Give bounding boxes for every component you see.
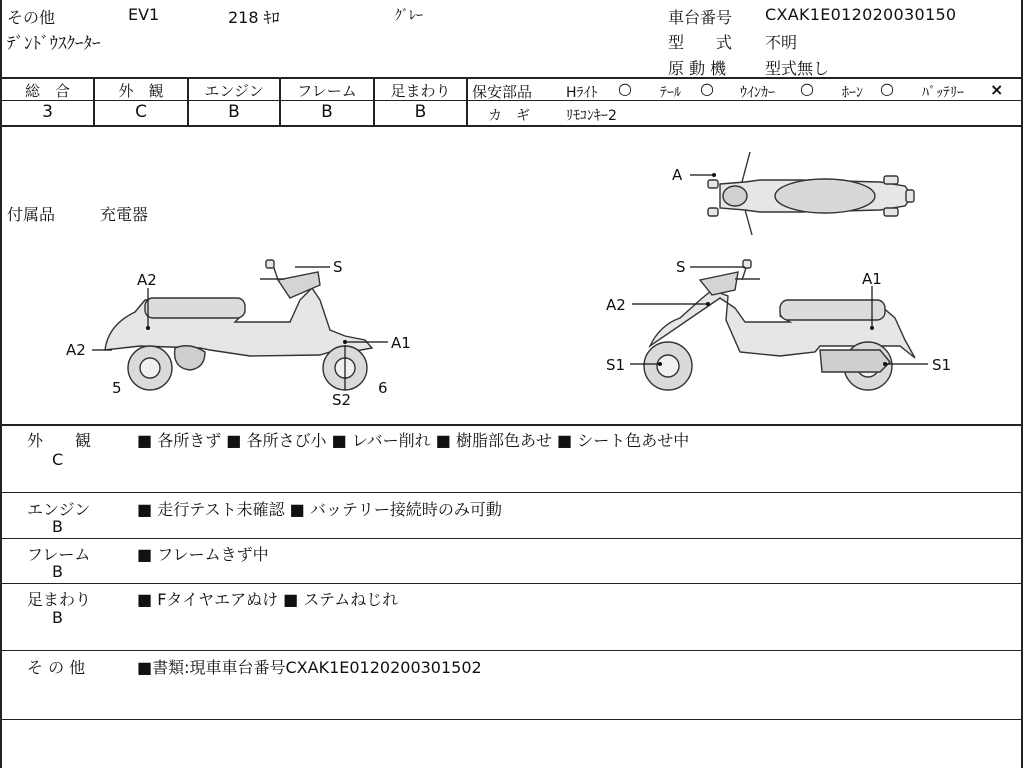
section-engine-notes: ■ 走行テスト未確認 ■ バッテリー接続時のみ可動: [137, 500, 502, 519]
divider-engine-bottom: [0, 538, 1023, 539]
divider-other-bottom: [0, 719, 1023, 720]
key-value: ﾘﾓｺﾝｷｰ2: [566, 108, 617, 124]
frame-number-label: 車台番号: [668, 8, 733, 27]
divider-suspension-bottom: [0, 650, 1023, 651]
safety-tail-mark: ○: [700, 79, 714, 98]
accessories-label: 付属品: [7, 205, 56, 224]
engine-value: 型式無し: [765, 59, 830, 78]
type-label: 型 式: [668, 33, 733, 52]
diagram-label-left-a2-top: A2: [137, 271, 157, 289]
diagram-label-left-6: 6: [378, 379, 388, 397]
grade-frame-label: フレーム: [297, 82, 357, 100]
grade-engine-label: エンジン: [204, 82, 264, 100]
grade-overall-value: 3: [42, 102, 53, 122]
diagram-label-top-a: A: [672, 166, 683, 184]
safety-horn-mark: ○: [880, 79, 894, 98]
grade-frame-value: B: [321, 102, 333, 122]
safety-headlight: Hﾗｲﾄ: [566, 85, 598, 101]
diagram-label-right-s1-left: S1: [606, 356, 626, 374]
divider-frame-bottom: [0, 583, 1023, 584]
section-engine-grade: B: [52, 517, 63, 536]
section-frame-grade: B: [52, 562, 63, 581]
model-code: EV1: [128, 5, 160, 24]
section-frame-label: フレーム: [27, 545, 91, 564]
section-exterior-grade: C: [52, 450, 64, 469]
grade-exterior-value: C: [135, 102, 147, 122]
frame-number: CXAK1E012020030150: [765, 5, 957, 24]
grade-exterior-label: 外 観: [118, 82, 164, 100]
scooter-diagram: [0, 126, 1020, 424]
diagram-label-left-s2: S2: [332, 391, 352, 409]
frame-right-border: [1021, 0, 1023, 768]
accessories-value: 充電器: [100, 205, 149, 224]
divider-diagram-bottom: [0, 424, 1023, 426]
mileage: 218 ｷﾛ: [228, 8, 280, 27]
section-suspension-grade: B: [52, 608, 63, 627]
diagram-label-left-5: 5: [112, 379, 122, 397]
body-color: ｸﾞﾚｰ: [395, 8, 423, 24]
section-frame-notes: ■ フレームきず中: [137, 545, 269, 564]
diagram-label-right-a1: A1: [862, 270, 882, 288]
diagram-label-left-s: S: [333, 258, 343, 276]
section-exterior-label: 外 観: [27, 431, 92, 450]
engine-label: 原 動 機: [668, 59, 727, 78]
divider-exterior-bottom: [0, 492, 1023, 493]
diagram-label-left-a1: A1: [391, 334, 411, 352]
category: その他: [7, 8, 56, 27]
diagram-label-right-s1-right: S1: [932, 356, 952, 374]
scooter-top-view: [708, 152, 914, 235]
divider-header-bottom: [0, 77, 1023, 79]
section-exterior-notes: ■ 各所きず ■ 各所さび小 ■ レバー削れ ■ 樹脂部色あせ ■ シート色あせ中: [137, 431, 690, 450]
section-suspension-notes: ■ Fタイヤエアぬけ ■ ステムねじれ: [137, 590, 399, 609]
grade-divider-5: [466, 78, 468, 125]
section-other-label: そ の 他: [27, 658, 86, 677]
diagram-label-right-s: S: [676, 258, 686, 276]
diagram-label-right-a2: A2: [606, 296, 626, 314]
section-engine-label: エンジン: [27, 500, 91, 519]
section-other-notes: ■書類:現車車台番号CXAK1E0120200301502: [137, 658, 482, 677]
grade-suspension-value: B: [414, 102, 427, 122]
type-value: 不明: [765, 33, 798, 52]
key-label: カ ギ: [488, 108, 530, 124]
diagram-label-left-a2-side: A2: [66, 341, 86, 359]
safety-headlight-mark: ○: [618, 79, 632, 98]
safety-battery-mark: ×: [990, 80, 1004, 99]
safety-title: 保安部品: [472, 83, 533, 101]
grade-overall-label: 総 合: [24, 82, 70, 100]
safety-battery: ﾊﾞｯﾃﾘｰ: [922, 85, 964, 101]
safety-horn: ﾎｰﾝ: [842, 85, 863, 101]
safety-tail: ﾃｰﾙ: [660, 85, 681, 101]
grade-engine-value: B: [228, 102, 240, 122]
vehicle-name: ﾃﾞﾝﾄﾞｳｽｸｰﾀｰ: [7, 34, 101, 54]
safety-winker: ｳｲﾝｶｰ: [740, 85, 775, 101]
grade-suspension-label: 足まわり: [390, 82, 451, 100]
section-suspension-label: 足まわり: [27, 590, 92, 609]
safety-winker-mark: ○: [800, 79, 814, 98]
